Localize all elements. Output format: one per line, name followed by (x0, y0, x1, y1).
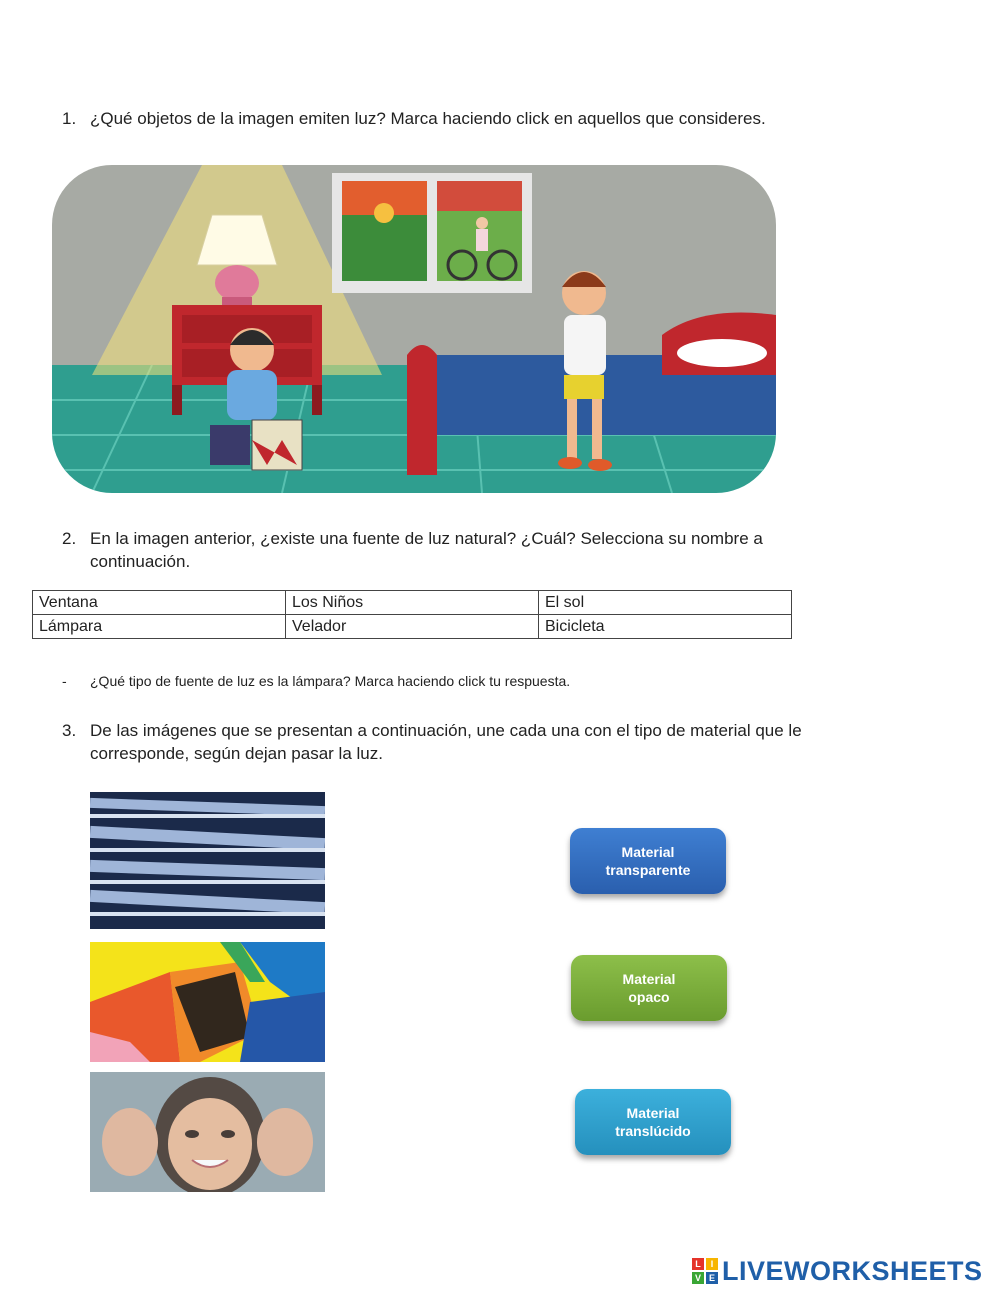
bullet-dash: - (62, 673, 67, 689)
logo-text: LIVEWORKSHEETS (722, 1255, 983, 1286)
material-transparente-button[interactable] (570, 828, 726, 894)
material-type: translúcido (615, 1123, 691, 1139)
question-lamp-type (62, 673, 570, 689)
question-number: 2. (62, 529, 77, 548)
question-number: 3. (62, 721, 77, 740)
question-2 (62, 527, 802, 573)
sun[interactable] (374, 203, 394, 223)
liveworksheets-logo (692, 1254, 983, 1288)
answer-options-table (32, 590, 792, 639)
question-text: ¿Qué tipo de fuente de luz es la lámpara? Marca haciendo click tu respuesta. (90, 673, 571, 689)
option-el-sol[interactable]: El sol (539, 591, 792, 615)
material-label: Material (626, 1105, 680, 1121)
room-illustration (52, 165, 776, 493)
material-opaco-button[interactable] (571, 955, 727, 1021)
option-velador[interactable]: Velador (286, 615, 539, 639)
question-3 (62, 719, 802, 765)
material-type: opaco (628, 989, 670, 1005)
window[interactable] (332, 173, 532, 293)
logo-mark-icon: L I V E (692, 1258, 718, 1284)
option-lampara[interactable]: Lámpara (33, 615, 286, 639)
material-label: Material (622, 971, 676, 987)
material-label: Material (621, 844, 675, 860)
question-1 (62, 107, 802, 130)
table-row (33, 591, 792, 615)
option-bicicleta[interactable]: Bicicleta (539, 615, 792, 639)
option-los-ninos[interactable]: Los Niños (286, 591, 539, 615)
photo-blinds[interactable] (90, 792, 325, 929)
table-row (33, 615, 792, 639)
photo-colored-paper[interactable] (90, 942, 325, 1062)
question-text: En la imagen anterior, ¿existe una fuente de luz natural? ¿Cuál? Selecciona su nombre a continuación. (90, 529, 763, 571)
option-ventana[interactable]: Ventana (33, 591, 286, 615)
material-translucido-button[interactable] (575, 1089, 731, 1155)
material-type: transparente (605, 862, 691, 878)
question-text: ¿Qué objetos de la imagen emiten luz? Marca haciendo click en aquellos que consideres. (90, 109, 766, 128)
question-number: 1. (62, 109, 77, 128)
photo-girl-behind-glass[interactable] (90, 1072, 325, 1192)
question-text: De las imágenes que se presentan a continuación, une cada una con el tipo de material que le corresponde, según dejan pasar la luz. (90, 721, 802, 763)
